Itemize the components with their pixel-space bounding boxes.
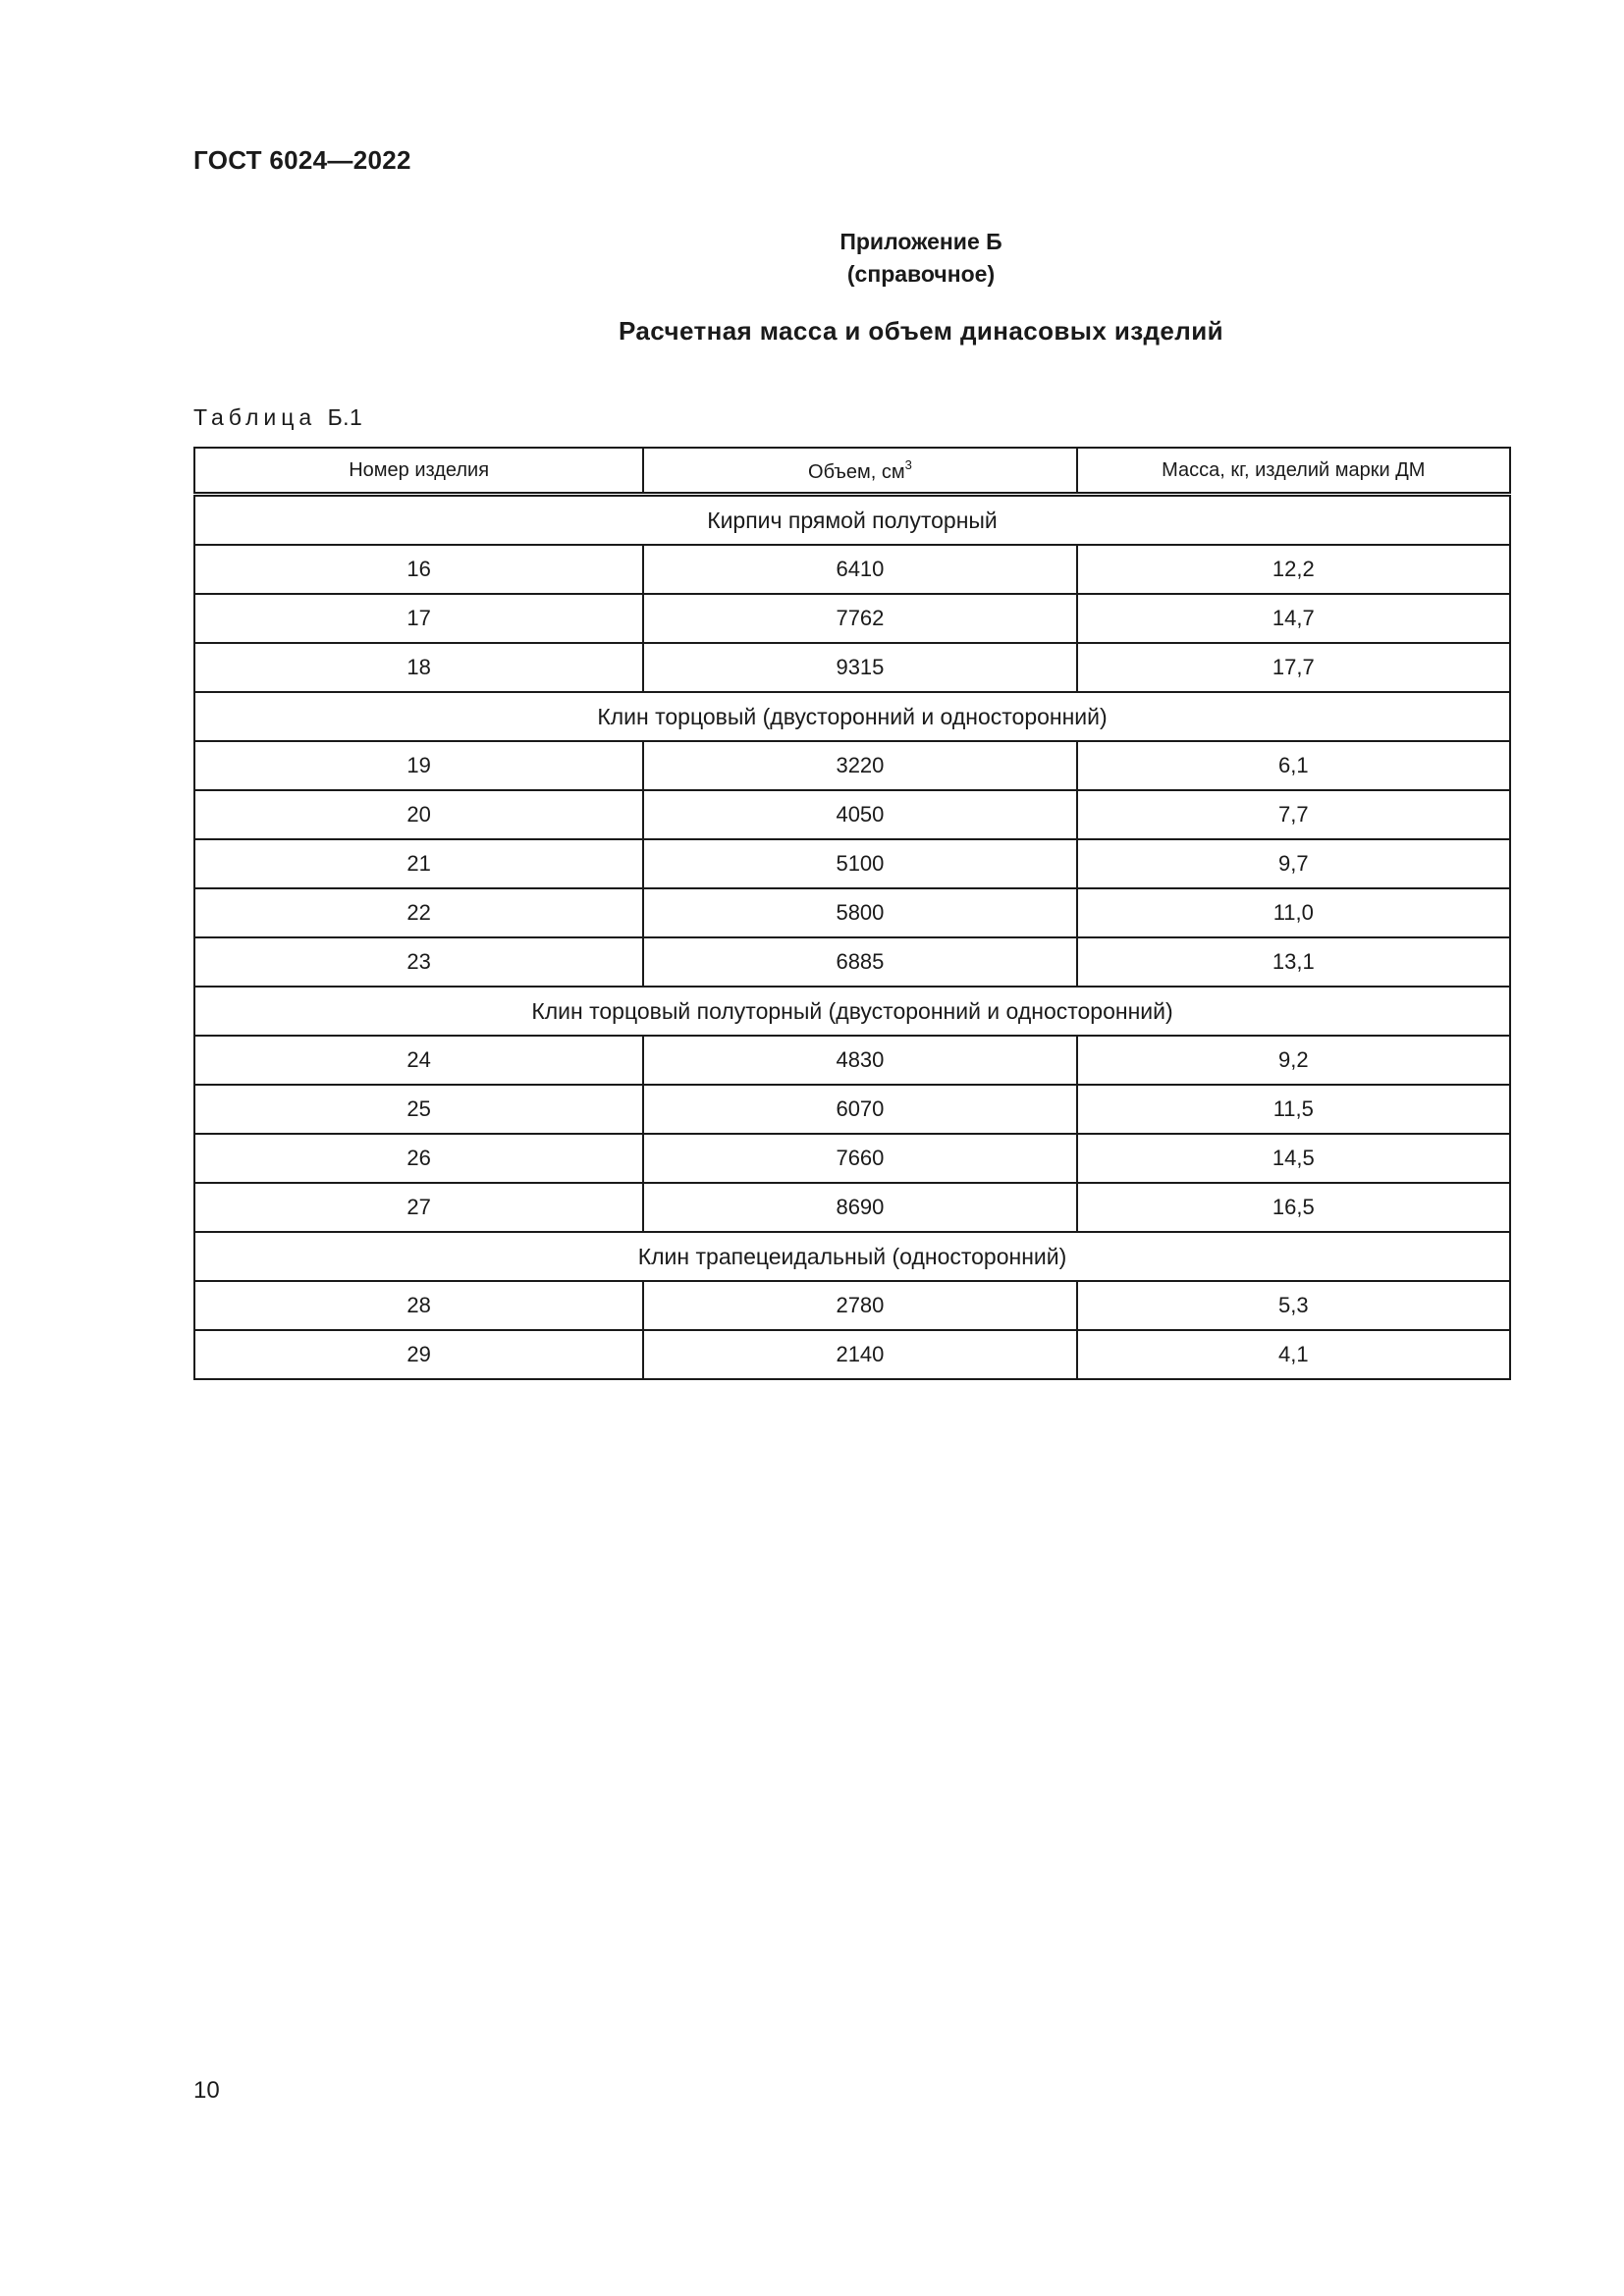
cell-mass: 14,7: [1077, 594, 1510, 643]
document-id: ГОСТ 6024—2022: [193, 145, 411, 175]
group-title: Клин трапецеидальный (односторонний): [194, 1232, 1510, 1281]
cell-volume: 4830: [643, 1036, 1076, 1085]
header-volume: [643, 448, 1076, 495]
cell-volume: 5800: [643, 888, 1076, 937]
cell-volume: 3220: [643, 741, 1076, 790]
page-number: 10: [193, 2077, 220, 2104]
group-row: [194, 987, 1510, 1036]
table-row: [194, 741, 1510, 790]
cell-item-number: 26: [194, 1134, 643, 1183]
table-row: [194, 839, 1510, 888]
cell-mass: 5,3: [1077, 1281, 1510, 1330]
table-row: [194, 643, 1510, 692]
section-title: Расчетная масса и объем динасовых изделий: [619, 316, 1223, 346]
cell-item-number: 21: [194, 839, 643, 888]
cell-mass: 13,1: [1077, 937, 1510, 987]
appendix-heading: [0, 226, 1624, 291]
cell-mass: 7,7: [1077, 790, 1510, 839]
cell-volume: 6885: [643, 937, 1076, 987]
cell-volume: 7660: [643, 1134, 1076, 1183]
cell-item-number: 18: [194, 643, 643, 692]
header-mass: Масса, кг, изделий марки ДМ: [1077, 448, 1510, 495]
cell-item-number: 28: [194, 1281, 643, 1330]
table-row: [194, 790, 1510, 839]
header-volume-label: Объем, см: [808, 460, 905, 483]
table-caption-word: Таблица: [193, 404, 317, 430]
cell-volume: 7762: [643, 594, 1076, 643]
group-title: Клин торцовый (двусторонний и односторонний): [194, 692, 1510, 741]
appendix-title: Приложение Б: [839, 229, 1002, 254]
header-item-number: Номер изделия: [194, 448, 643, 495]
table-row: [194, 545, 1510, 594]
table-header-row: [194, 448, 1510, 495]
cell-mass: 4,1: [1077, 1330, 1510, 1379]
group-row: [194, 692, 1510, 741]
header-volume-superscript: 3: [904, 456, 912, 472]
table-caption: [193, 404, 362, 431]
cell-volume: 2140: [643, 1330, 1076, 1379]
cell-item-number: 25: [194, 1085, 643, 1134]
cell-item-number: 27: [194, 1183, 643, 1232]
cell-volume: 9315: [643, 643, 1076, 692]
cell-mass: 11,5: [1077, 1085, 1510, 1134]
group-title: Клин торцовый полуторный (двусторонний и односторонний): [194, 987, 1510, 1036]
table-row: [194, 1134, 1510, 1183]
table-caption-number: Б.1: [327, 404, 363, 430]
cell-item-number: 16: [194, 545, 643, 594]
cell-mass: 17,7: [1077, 643, 1510, 692]
cell-item-number: 24: [194, 1036, 643, 1085]
cell-mass: 12,2: [1077, 545, 1510, 594]
cell-item-number: 29: [194, 1330, 643, 1379]
cell-mass: 16,5: [1077, 1183, 1510, 1232]
table-body: [194, 495, 1510, 1380]
data-table: [193, 447, 1511, 1380]
cell-item-number: 23: [194, 937, 643, 987]
group-title: Кирпич прямой полуторный: [194, 495, 1510, 546]
cell-volume: 5100: [643, 839, 1076, 888]
cell-mass: 6,1: [1077, 741, 1510, 790]
cell-volume: 4050: [643, 790, 1076, 839]
table-row: [194, 1183, 1510, 1232]
appendix-subtitle: (справочное): [846, 261, 996, 287]
table-row: [194, 937, 1510, 987]
table-row: [194, 1330, 1510, 1379]
table-row: [194, 594, 1510, 643]
cell-volume: 6070: [643, 1085, 1076, 1134]
table-row: [194, 1281, 1510, 1330]
cell-item-number: 22: [194, 888, 643, 937]
cell-mass: 9,2: [1077, 1036, 1510, 1085]
table-row: [194, 1085, 1510, 1134]
cell-volume: 8690: [643, 1183, 1076, 1232]
cell-item-number: 19: [194, 741, 643, 790]
group-row: [194, 1232, 1510, 1281]
cell-mass: 9,7: [1077, 839, 1510, 888]
group-row: [194, 495, 1510, 546]
cell-volume: 6410: [643, 545, 1076, 594]
table-row: [194, 888, 1510, 937]
cell-mass: 14,5: [1077, 1134, 1510, 1183]
table-row: [194, 1036, 1510, 1085]
cell-item-number: 17: [194, 594, 643, 643]
cell-volume: 2780: [643, 1281, 1076, 1330]
cell-mass: 11,0: [1077, 888, 1510, 937]
cell-item-number: 20: [194, 790, 643, 839]
